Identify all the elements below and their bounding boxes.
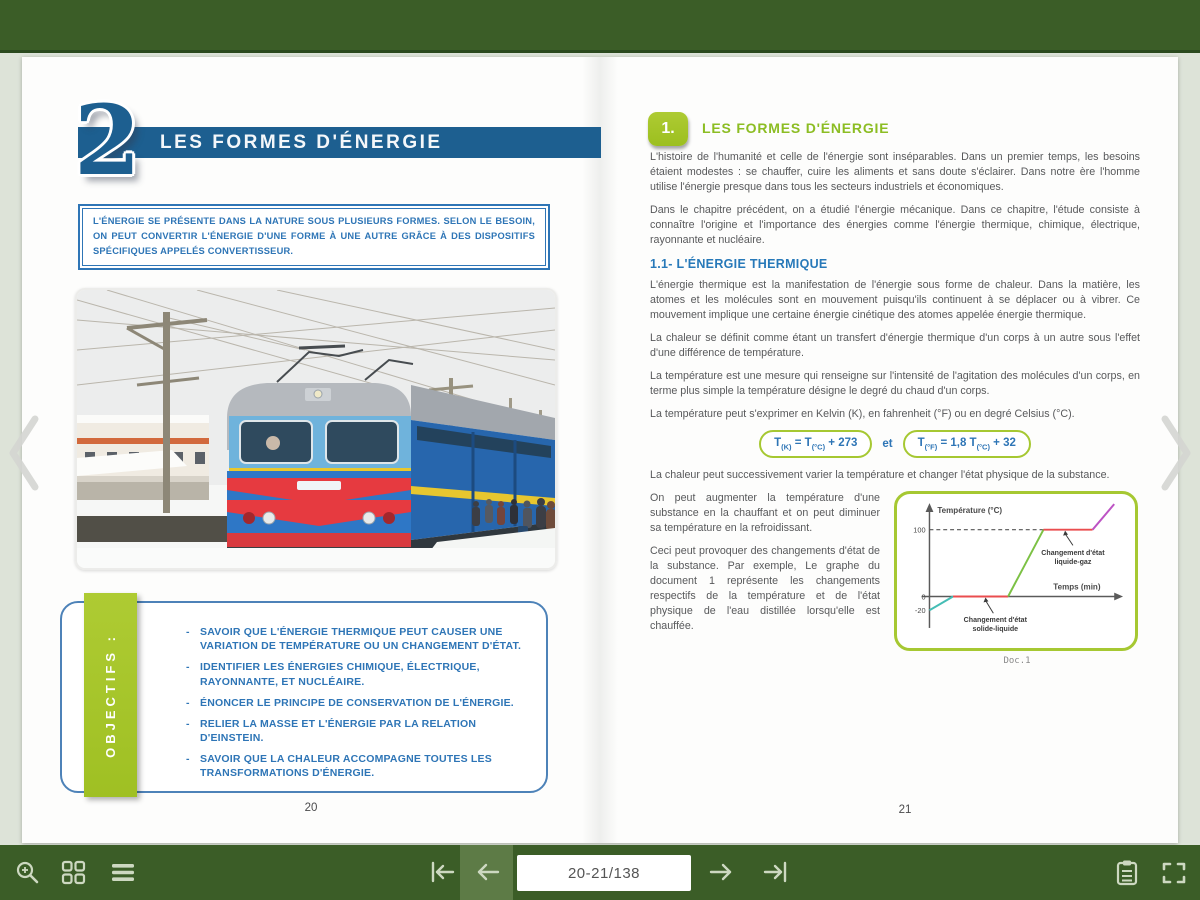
chapter-number: 2 (74, 84, 141, 197)
body-paragraph: L'histoire de l'humanité et celle de l'énergie sont inséparables. Dans un premier temps, les besoins étaient modestes : se chauffer, cuire les aliments et sans doute s'éclairer. Dans notre ère l'homme utilise l'énergie presque dans tous les secteurs industriels et économiques. (650, 151, 1140, 193)
formula-connector: et (882, 438, 893, 451)
chart-tick-0: 0 (921, 592, 926, 602)
intro-box (78, 204, 550, 270)
flip-previous-chevron[interactable] (2, 411, 48, 495)
fullscreen-icon (1162, 861, 1186, 885)
chart-tick-100: 100 (913, 525, 926, 535)
previous-page-icon (475, 861, 501, 883)
fahrenheit-formula: $T_{(^\circ F)} = 1,8$ $T_{(^\circ C)} + 32$ (903, 430, 1031, 458)
kelvin-formula: $T_{(K)} = T_{(^\circ C)} + 273$ (759, 430, 872, 458)
body-paragraph: On peut augmenter la température d'une substance en la chauffant et on peut diminuer sa température en la refroidissant. (650, 492, 880, 535)
bottom-toolbar (0, 845, 1200, 900)
body-paragraph: L'énergie thermique est la manifestation de l'énergie sous forme de chaleur. Dans la matière, les atomes et les molécules sont en mouvement puisqu'ils continuent à se déplacer ou à vibrer. Ce mouvement implique une certaine énergie cinétique des atomes appelée énergie thermique. (650, 279, 1140, 322)
text-and-chart (650, 491, 1140, 668)
section-title: LES FORMES D'ÉNERGIE (702, 120, 890, 136)
train-photo-illustration (77, 290, 555, 568)
objective-item: - RELIER LA MASSE ET L'ÉNERGIE PAR LA RELATION D'EINSTEIN. (184, 717, 532, 745)
chevron-left-icon (2, 411, 48, 495)
temperature-formulas (650, 430, 1140, 458)
list-view-icon (110, 860, 136, 885)
clipboard-icon (1115, 859, 1139, 886)
next-page-button[interactable] (708, 861, 734, 886)
book-spread (22, 57, 1178, 843)
chart-tick-minus20: -20 (914, 606, 926, 616)
temperature-chart (894, 491, 1138, 651)
thumbnails-button[interactable] (61, 860, 86, 888)
last-page-icon (763, 861, 789, 883)
previous-page-button[interactable] (475, 861, 501, 886)
body-paragraph: La chaleur se définit comme étant un transfert d'énergie thermique d'un corps à un autre sous l'effet d'une différence de température. (650, 332, 1140, 360)
station-building (77, 415, 209, 500)
last-page-button[interactable] (763, 861, 789, 886)
body-paragraph: La chaleur peut successivement varier la température et changer l'état physique de la substance. (650, 469, 1110, 482)
viewer-stage (0, 53, 1200, 845)
objectives-list (184, 625, 532, 788)
chart-xlabel: Temps (min) (1053, 582, 1101, 592)
objectives-label: OBJECTIFS : (103, 632, 118, 758)
page-number-right: 21 (898, 804, 912, 816)
locomotive-front (227, 383, 411, 557)
top-bar (0, 0, 1200, 53)
temperature-time-graph (900, 497, 1126, 639)
body-paragraph: Dans le chapitre précédent, on a étudié l'énergie mécanique. Dans ce chapitre, l'étude consiste à connaître l'origine et l'importance des énergies comme l'énergie thermique, chimique, électrique, rayonnante et nucléaire. (650, 203, 1140, 246)
chart-ylabel: Température (°C) (937, 506, 1003, 516)
page-fold-shadow (582, 57, 618, 843)
first-page-button[interactable] (429, 861, 455, 886)
train-photo (75, 288, 557, 570)
body-paragraph: Ceci peut provoquer des changements d'état de la substance. Par exemple, Le graphe du document 1 représente les changements respectifs de la température et de l'état physique de l'eau distillée lorsqu'elle est chauffée. (650, 545, 880, 632)
body-paragraph: La température est une mesure qui renseigne sur l'intensité de l'agitation des molécules d'un corps, en terme plus simple la température désigne le degré du chaud d'un corps. (650, 370, 1140, 398)
subsection-title: 1.1- L'ÉNERGIE THERMIQUE (650, 256, 828, 271)
zoom-button[interactable] (15, 860, 40, 888)
objective-item: - SAVOIR QUE LA CHALEUR ACCOMPAGNE TOUTES LES TRANSFORMATIONS D'ÉNERGIE. (184, 752, 532, 780)
next-page-icon (708, 861, 734, 883)
objective-item: - SAVOIR QUE L'ÉNERGIE THERMIQUE PEUT CAUSER UNE VARIATION DE TEMPÉRATURE OU UN CHANGEMENT D'ÉTAT. (184, 625, 532, 653)
right-page-content (650, 150, 1140, 668)
flip-next-chevron[interactable] (1152, 411, 1198, 495)
chart-annotation-solid-liquid: Changement d'état (963, 617, 1027, 625)
chart-column (894, 491, 1140, 668)
page-number-left: 20 (304, 802, 318, 814)
contents-button[interactable] (110, 860, 136, 888)
chart-side-text (650, 491, 880, 668)
chevron-right-icon (1152, 411, 1198, 495)
fullscreen-button[interactable] (1162, 861, 1186, 888)
chart-caption: Doc.1 (1003, 656, 1031, 667)
zoom-in-icon (15, 860, 40, 885)
objectives-ribbon (84, 593, 137, 797)
chapter-title: LES FORMES D'ÉNERGIE (160, 131, 443, 153)
svg-text:liquide-gaz: liquide-gaz (1054, 559, 1092, 567)
chapter-title-bar (78, 127, 601, 158)
chart-annotation-liquid-gas: Changement d'état (1041, 550, 1105, 558)
body-paragraph: La température peut s'exprimer en Kelvin (K), en fahrenheit (°F) ou en degré Celsius (°C). (650, 408, 1075, 421)
objective-item: - IDENTIFIER LES ÉNERGIES CHIMIQUE, ÉLECTRIQUE, RAYONNANTE, ET NUCLÉAIRE. (184, 660, 532, 688)
objective-item: - ÉNONCER LE PRINCIPE DE CONSERVATION DE L'ÉNERGIE. (184, 696, 532, 710)
intro-text: L'ÉNERGIE SE PRÉSENTE DANS LA NATURE SOUS PLUSIEURS FORMES. SELON LE BESOIN, ON PEUT CONVERTIR L'ÉNERGIE D'UNE FORME À UNE AUTRE GRÂCE À DES DISPOSITIFS SPÉCIFIQUES APPELÉS CONVERTISSEUR. (82, 208, 546, 266)
thumbnail-grid-icon (61, 860, 86, 885)
section-number-badge: 1. (648, 112, 688, 146)
page-indicator-input[interactable] (517, 855, 691, 891)
svg-text:solide-liquide: solide-liquide (972, 625, 1019, 633)
first-page-icon (429, 861, 455, 883)
notes-button[interactable] (1115, 859, 1139, 889)
